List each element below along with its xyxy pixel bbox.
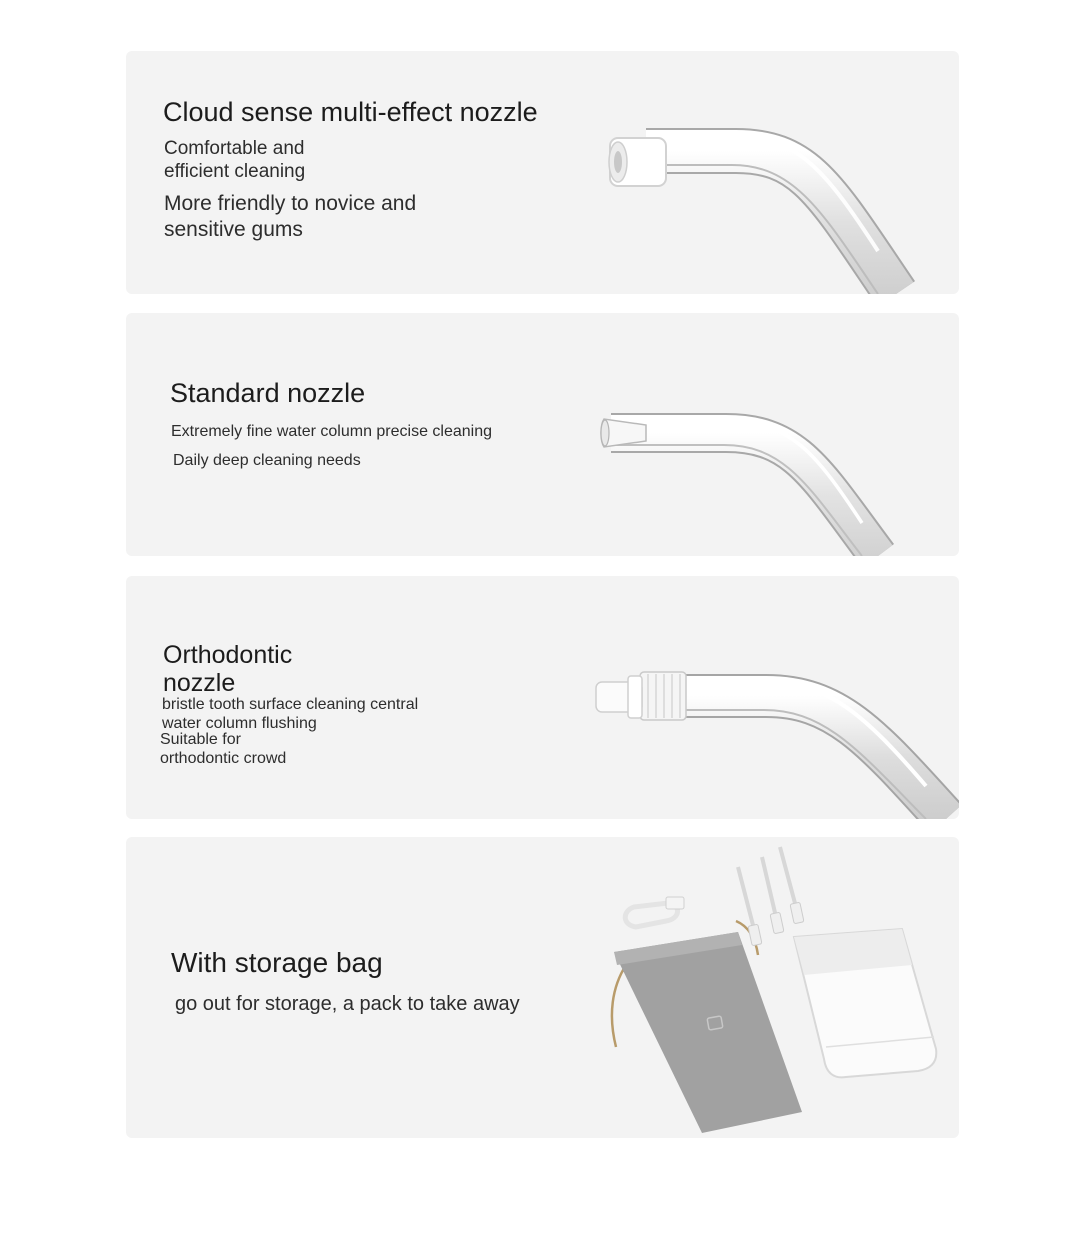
feature-line: sensitive gums <box>164 218 303 241</box>
card-title: Cloud sense multi-effect nozzle <box>163 97 538 127</box>
card-title: nozzle <box>163 669 236 697</box>
card-title: Standard nozzle <box>170 378 366 408</box>
feature-line: efficient cleaning <box>164 161 306 182</box>
feature-line: go out for storage, a pack to take away <box>175 993 520 1015</box>
card-storage-bag <box>126 837 959 1138</box>
feature-line: Extremely fine water column precise cleaning <box>171 423 493 440</box>
feature-line: Daily deep cleaning needs <box>173 452 361 469</box>
card-title: With storage bag <box>171 947 383 978</box>
feature-line: More friendly to novice and <box>164 192 417 215</box>
card-cloud-nozzle <box>126 51 959 294</box>
feature-line: bristle tooth surface cleaning central <box>162 696 419 713</box>
feature-line: Suitable for <box>160 731 241 748</box>
card-title: Orthodontic <box>163 641 293 669</box>
feature-line: water column flushing <box>162 715 317 732</box>
feature-line: orthodontic crowd <box>160 750 287 767</box>
feature-line: Comfortable and <box>164 138 305 159</box>
card-orthodontic-nozzle <box>126 576 959 819</box>
card-standard-nozzle <box>126 313 959 556</box>
storage-bag-kit-icon <box>126 837 959 1138</box>
